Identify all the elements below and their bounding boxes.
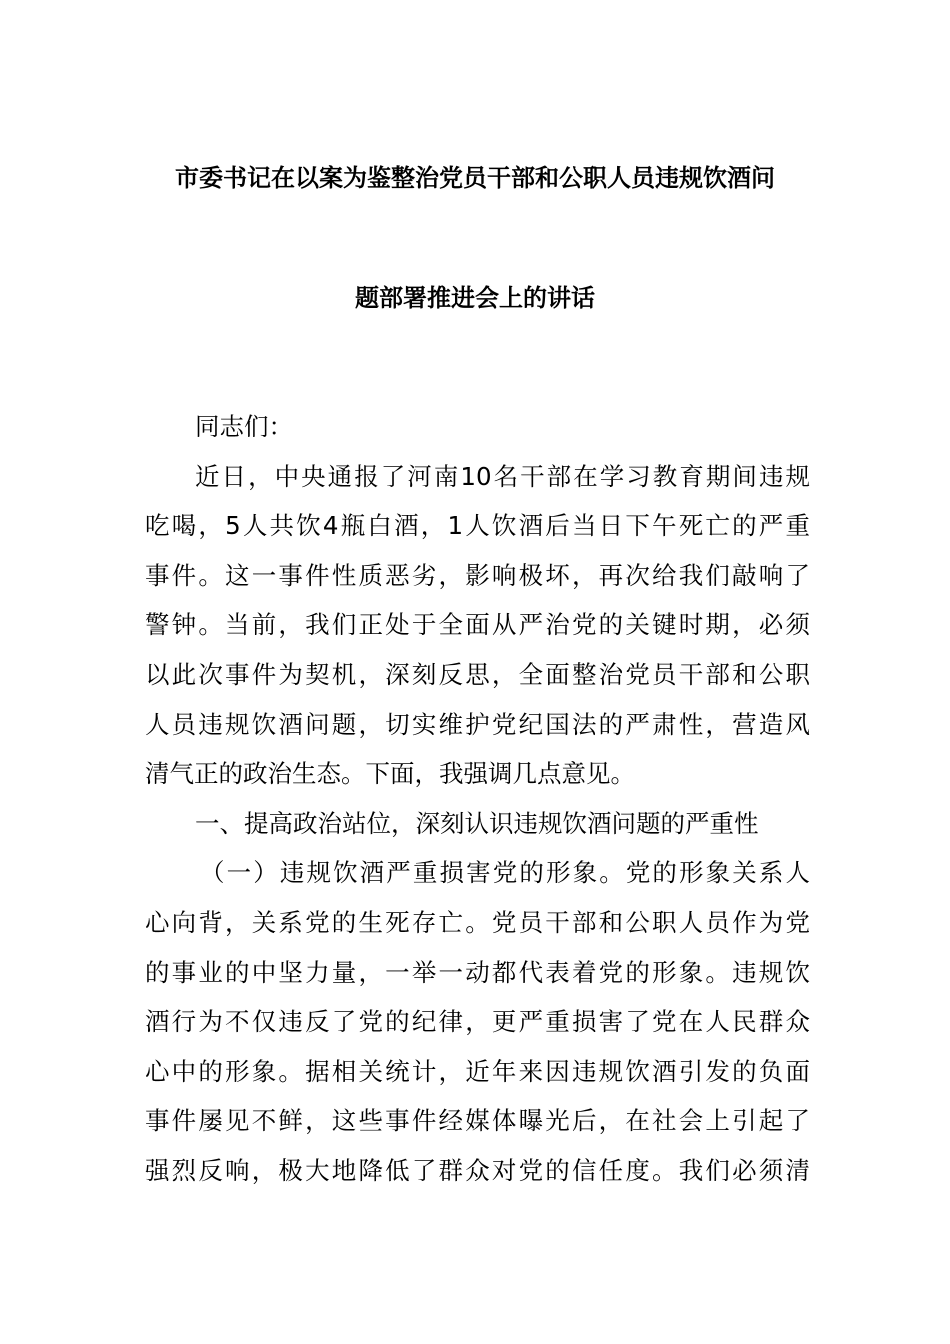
document-title-line-1: 市委书记在以案为鉴整治党员干部和公职人员违规饮酒问 <box>175 164 775 192</box>
paragraph-line: 事件屡见不鲜，这些事件经媒体曝光后，在社会上引起了 <box>145 1106 810 1136</box>
paragraph-line: 心向背，关系党的生死存亡。党员干部和公职人员作为党 <box>145 907 810 937</box>
paragraph-line: 吃喝，5人共饮4瓶白酒，1人饮酒后当日下午死亡的严重 <box>145 511 810 541</box>
document-body <box>145 402 810 1196</box>
subsection-line: （一）违规饮酒严重损害党的形象。党的形象关系人 <box>200 858 810 888</box>
document-title-line-2: 题部署推进会上的讲话 <box>355 284 595 312</box>
paragraph-line: 酒行为不仅违反了党的纪律，更严重损害了党在人民群众 <box>145 1007 810 1037</box>
paragraph-line: 的事业的中坚力量，一举一动都代表着党的形象。违规饮 <box>145 957 810 987</box>
paragraph-line: 警钟。当前，我们正处于全面从严治党的关键时期，必须 <box>145 610 810 640</box>
paragraph-line: 强烈反响，极大地降低了群众对党的信任度。我们必须清 <box>145 1155 810 1185</box>
paragraph-line: 心中的形象。据相关统计，近年来因违规饮酒引发的负面 <box>145 1056 810 1086</box>
paragraph-line: 以此次事件为契机，深刻反思，全面整治党员干部和公职 <box>145 659 810 689</box>
section-heading: 一、提高政治站位，深刻认识违规饮酒问题的严重性 <box>195 808 759 838</box>
paragraph-line: 近日，中央通报了河南10名干部在学习教育期间违规 <box>195 461 810 491</box>
paragraph-line: 人员违规饮酒问题，切实维护党纪国法的严肃性，营造风 <box>145 709 810 739</box>
paragraph-line: 清气正的政治生态。下面，我强调几点意见。 <box>145 759 635 789</box>
paragraph-line: 事件。这一事件性质恶劣，影响极坏，再次给我们敲响了 <box>145 560 810 590</box>
salutation: 同志们： <box>195 412 293 441</box>
